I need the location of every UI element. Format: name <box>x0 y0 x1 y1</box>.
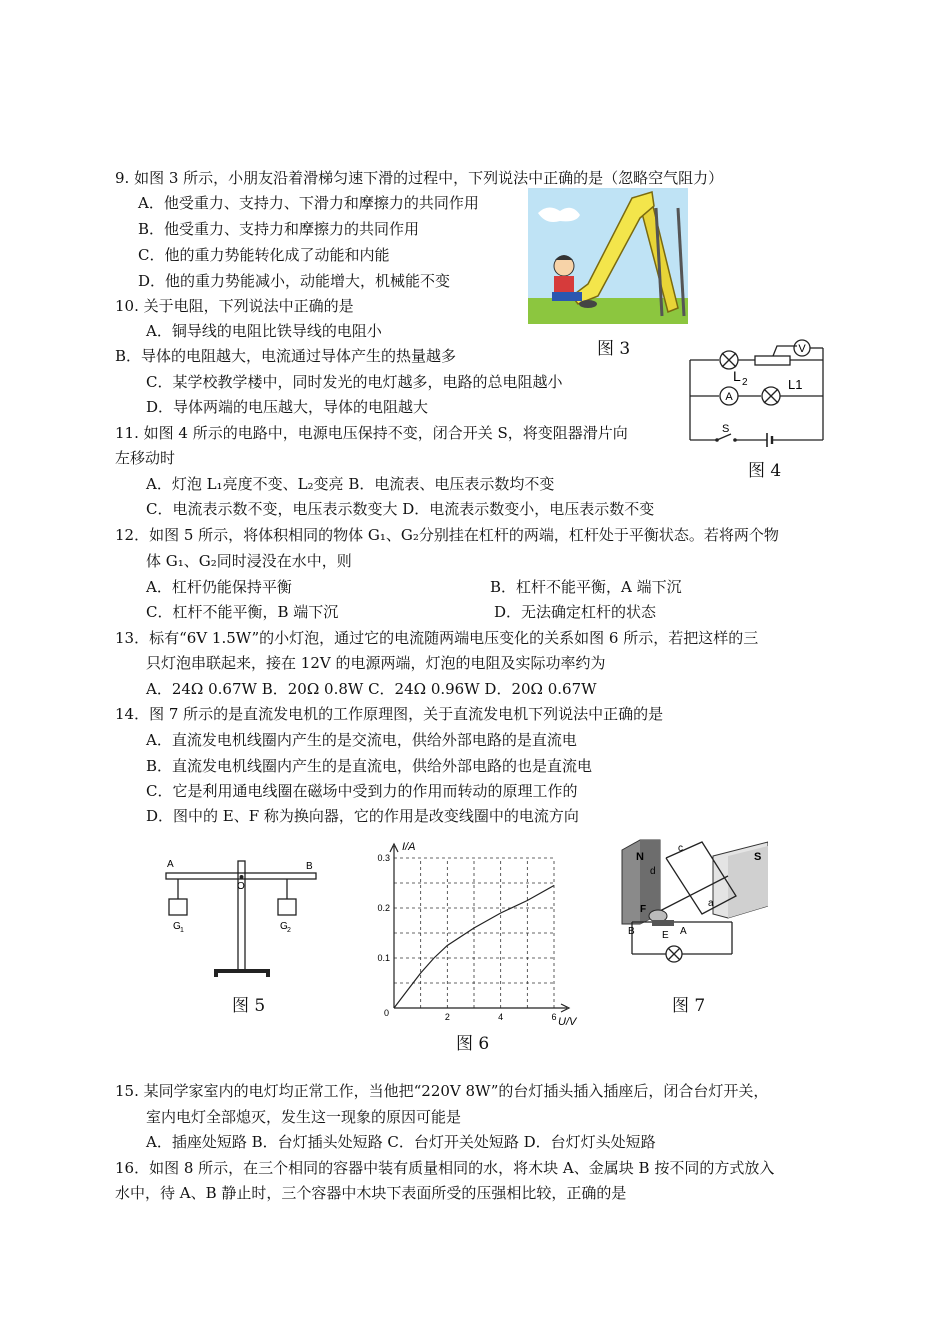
figure-6-caption: 图 6 <box>456 1034 490 1054</box>
q9-option-c: C．他的重力势能转化成了动能和内能 <box>138 246 390 264</box>
chart-x-tick-label: 2 <box>444 1012 450 1022</box>
q11-stem-line1: 11. 如图 4 所示的电路中，电源电压保持不变，闭合开关 S，将变阻器滑片向 <box>115 424 628 442</box>
chart-grid <box>394 858 554 1008</box>
fig7-brush-a-label: A <box>680 926 687 937</box>
q12-stem-line2: 体 G₁、G₂同时浸没在水中，则 <box>146 552 352 570</box>
q13-stem-line2: 只灯泡串联起来，接在 12V 的电源两端，灯泡的电阻及实际功率约为 <box>146 654 606 672</box>
q12-option-a: A．杠杆仍能保持平衡 <box>146 578 292 596</box>
q14-option-b: B．直流发电机线圈内产生的是直流电，供给外部电路的也是直流电 <box>146 757 593 775</box>
q10-option-b: B．导体的电阻越大，电流通过导体产生的热量越多 <box>115 347 457 365</box>
q16-stem-line1: 16．如图 8 所示，在三个相同的容器中装有质量相同的水，将木块 A、金属块 B 按不同的方式放入 <box>115 1159 775 1177</box>
q12-stem-line1: 12．如图 5 所示，将体积相同的物体 G₁、G₂分别挂在杠杆的两端，杠杆处于平衡状态。若将两个物 <box>115 526 779 544</box>
fig7-brush-b-label: B <box>628 926 635 937</box>
fig5-g1-subscript: 1 <box>180 927 184 934</box>
chart-x-axis-label: U/V <box>558 1016 577 1026</box>
fig7-ring-f-label: F <box>640 904 647 915</box>
chart-tick-labels <box>377 853 556 1022</box>
fig4-ammeter-label: A <box>725 391 733 403</box>
q10-stem: 10. 关于电阻，下列说法中正确的是 <box>115 297 354 315</box>
q15-stem-line1: 15. 某同学家室内的电灯均正常工作，当他把“220V 8W”的台灯插头插入插座后，闭合台灯开关， <box>115 1082 769 1100</box>
fig4-voltmeter-label: V <box>798 343 806 355</box>
fig5-pivot-o-label: O <box>237 881 245 892</box>
fig5-g2-subscript: 2 <box>287 927 291 934</box>
chart-axes <box>390 844 569 1012</box>
q16-stem-line2: 水中，待 A、B 静止时，三个容器中木块下表面所受的压强相比较，正确的是 <box>115 1184 627 1202</box>
fig5-g1-label: G <box>173 921 181 932</box>
q15-options: A．插座处短路 B．台灯插头处短路 C．台灯开关处短路 D．台灯灯头处短路 <box>146 1133 656 1151</box>
q10-option-c: C．某学校教学楼中，同时发光的电灯越多，电路的总电阻越小 <box>146 373 563 391</box>
fig7-coil-d-label: d <box>650 866 656 877</box>
q11-options-cd: C．电流表示数不变，电压表示数变大 D．电流表示数变小，电压表示数不变 <box>146 500 655 518</box>
fig4-l2-label: L <box>733 368 741 384</box>
q13-stem-line1: 13．标有“6V 1.5W”的小灯泡，通过它的电流随两端电压变化的关系如图 6 所示，若把这样的三 <box>115 629 759 647</box>
figure-6-iu-chart <box>362 836 582 1026</box>
fig5-end-a-label: A <box>167 859 174 870</box>
q9-option-b: B．他受重力、支持力和摩擦力的共同作用 <box>138 220 420 238</box>
figure-3-caption: 图 3 <box>597 339 631 359</box>
fig7-magnet-n-label: N <box>636 851 644 863</box>
q9-option-d: D．他的重力势能减小，动能增大，机械能不变 <box>138 272 451 290</box>
chart-y-tick-label: 0.2 <box>377 903 390 913</box>
chart-x-tick-label: 4 <box>498 1012 504 1022</box>
fig7-coil-c-label: c <box>678 843 683 854</box>
chart-y-axis-label: I/A <box>402 841 416 853</box>
q14-option-c: C．它是利用通电线圈在磁场中受到力的作用而转动的原理工作的 <box>146 782 578 800</box>
q12-option-c: C．杠杆不能平衡，B 端下沉 <box>146 603 339 621</box>
chart-y-tick-label: 0.3 <box>377 853 390 863</box>
q9-option-a: A．他受重力、支持力、下滑力和摩擦力的共同作用 <box>138 194 479 212</box>
q14-stem: 14．图 7 所示的是直流发电机的工作原理图，关于直流发电机下列说法中正确的是 <box>115 705 664 723</box>
q9-stem: 9. 如图 3 所示，小朋友沿着滑梯匀速下滑的过程中，下列说法中正确的是（忽略空气阻力） <box>115 169 724 187</box>
chart-x-tick-label: 6 <box>551 1012 557 1022</box>
q13-options: A．24Ω 0.67W B．20Ω 0.8W C．24Ω 0.96W D．20Ω 0.67W <box>146 680 597 698</box>
figure-7-caption: 图 7 <box>672 996 706 1016</box>
chart-y-tick-label: 0.1 <box>377 953 390 963</box>
fig4-switch-label: S <box>722 423 730 435</box>
fig5-g2-label: G <box>280 921 288 932</box>
fig7-coil-a-label: a <box>708 898 714 909</box>
figure-7-generator <box>618 836 768 971</box>
figure-4-caption: 图 4 <box>748 461 782 481</box>
q15-stem-line2: 室内电灯全部熄灭，发生这一现象的原因可能是 <box>146 1108 462 1126</box>
q14-option-d: D．图中的 E、F 称为换向器，它的作用是改变线圈中的电流方向 <box>146 807 579 825</box>
chart-origin-label: 0 <box>384 1008 390 1018</box>
q14-option-a: A．直流发电机线圈内产生的是交流电，供给外部电路的是直流电 <box>146 731 577 749</box>
figure-5-lever <box>160 855 325 980</box>
fig7-ring-e-label: E <box>662 930 669 941</box>
fig5-end-b-label: B <box>306 861 313 872</box>
figure-3-slide <box>528 188 688 324</box>
q12-option-d: D．无法确定杠杆的状态 <box>494 603 657 621</box>
q12-option-b: B．杠杆不能平衡，A 端下沉 <box>490 578 682 596</box>
q11-options-ab: A．灯泡 L₁亮度不变、L₂变亮 B．电流表、电压表示数均不变 <box>146 475 555 493</box>
q11-stem-line2: 左移动时 <box>115 449 176 467</box>
q10-option-a: A．铜导线的电阻比铁导线的电阻小 <box>146 322 382 340</box>
figure-4-circuit <box>685 338 830 448</box>
fig4-l1-label: L1 <box>788 377 803 392</box>
fig7-magnet-s-label: S <box>754 851 762 863</box>
fig4-l2-subscript: 2 <box>742 377 748 388</box>
figure-5-caption: 图 5 <box>232 996 266 1016</box>
q10-option-d: D．导体两端的电压越大，导体的电阻越大 <box>146 398 429 416</box>
